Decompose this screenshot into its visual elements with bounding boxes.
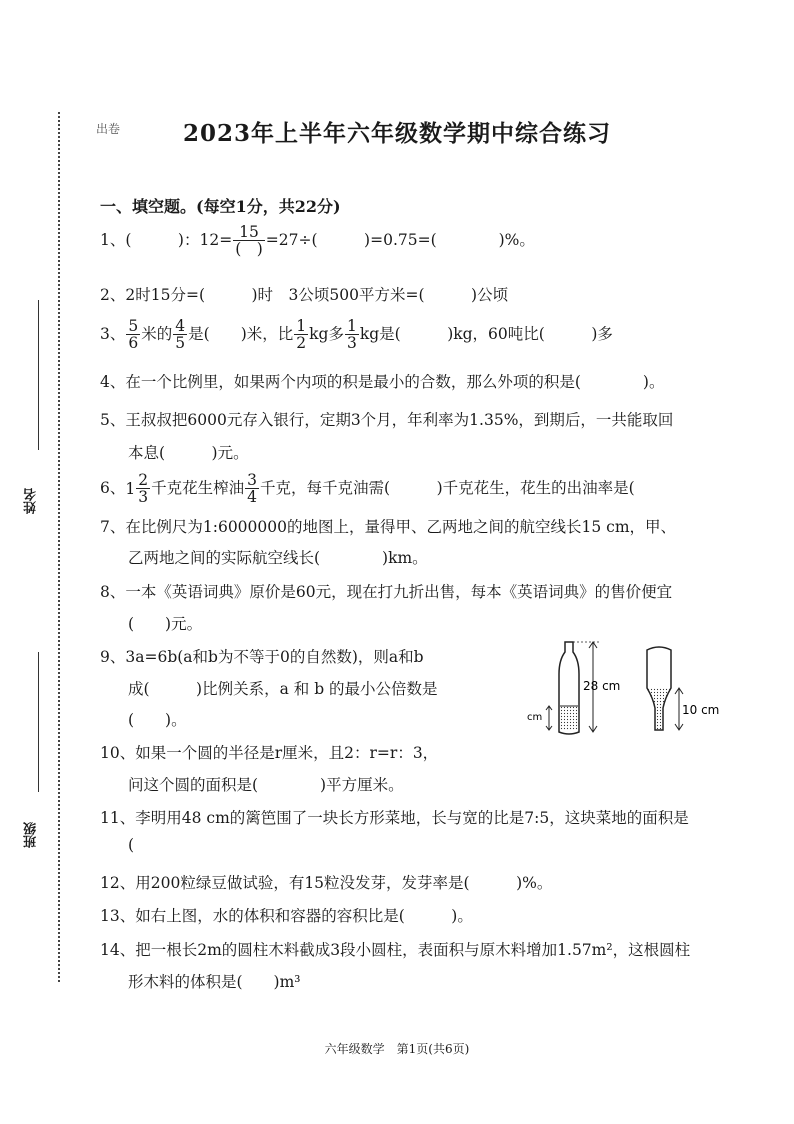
bottle-water bbox=[560, 706, 578, 730]
question-9: 9、3a=6b(a和b为不等于0的自然数)，则a和b bbox=[100, 648, 424, 666]
label-28cm: 28 cm bbox=[583, 679, 621, 693]
question-9-cont1: 成( )比例关系，a 和 b 的最小公倍数是 bbox=[128, 680, 438, 698]
question-11: 11、李明用48 cm的篱笆围了一块长方形菜地，长与宽的比是7:5，这块菜地的面积是 bbox=[100, 809, 689, 827]
question-12: 12、用200粒绿豆做试验，有15粒没发芽，发芽率是( )%。 bbox=[100, 874, 553, 892]
question-14-cont: 形木料的体积是( )m³ bbox=[128, 973, 301, 991]
corner-note: 出卷 bbox=[96, 122, 121, 136]
question-7: 7、在比例尺为1:6000000的地图上，量得甲、乙两地之间的航空线长15 cm，甲、 bbox=[100, 518, 677, 536]
name-underline bbox=[38, 300, 39, 450]
question-5-cont: 本息( )元。 bbox=[128, 444, 249, 462]
question-13: 13、如右上图，水的体积和容器的容积比是( )。 bbox=[100, 907, 473, 925]
question-1: 1、( )：12= $\frac{15}{( )}$ =27÷( )=0.75=( )%。 bbox=[100, 223, 535, 259]
fraction: $\frac{15}{( )}$ bbox=[235, 223, 263, 259]
page-title: 2023年上半年六年级数学期中综合练习 bbox=[182, 120, 611, 147]
question-14: 14、把一根长2m的圆柱木料截成3段小圆柱，表面积与原木料增加1.57m²，这根圆柱 bbox=[100, 941, 691, 959]
class-underline bbox=[38, 652, 39, 792]
question-11-cont: ( bbox=[128, 836, 135, 854]
question-8-cont: ( )元。 bbox=[128, 615, 203, 633]
question-9-cont2: ( )。 bbox=[128, 711, 187, 729]
question-5: 5、王叔叔把6000元存入银行，定期3个月，年利率为1.35%，到期后，一共能取回 bbox=[100, 411, 674, 429]
question-7-cont: 乙两地之间的实际航空线长( )km。 bbox=[128, 549, 428, 567]
page-footer: 六年级数学 第1页(共6页) bbox=[324, 1042, 470, 1056]
inverted-bottle-water bbox=[647, 688, 671, 730]
section-heading-fill-blank: 一、填空题。(每空1分，共22分) bbox=[100, 197, 341, 216]
question-2: 2、2时15分=( )时 3公顷500平方米=( )公顷 bbox=[100, 286, 509, 304]
question-3: 3、 $\frac{5}{6}$ 米的 $\frac{4}{5}$ 是( )米，比 $\frac{1}{2}$ kg多 $\frac{1}{3}$ kg是( )kg，60吨比( )多 bbox=[100, 317, 613, 353]
question-10: 10、如果一个圆的半径是r厘米，且2：r=r：3， bbox=[100, 744, 439, 762]
label-small-cm: cm bbox=[527, 712, 543, 723]
question-8: 8、一本《英语词典》原价是60元，现在打九折出售，每本《英语词典》的售价便宜 bbox=[100, 583, 673, 601]
question-4: 4、在一个比例里，如果两个内项的积是最小的合数，那么外项的积是( )。 bbox=[100, 373, 665, 391]
question-6: 6、1 $\frac{2}{3}$ 千克花生榨油 $\frac{3}{4}$ 千克，每千克油需( )千克花生，花生的出油率是( bbox=[100, 471, 635, 507]
class-label: 班级 bbox=[24, 822, 39, 848]
question-10-cont: 问这个圆的面积是( )平方厘米。 bbox=[128, 776, 404, 794]
name-label: 姓名 bbox=[24, 488, 39, 514]
container-figure bbox=[527, 640, 727, 740]
binding-dotted-line bbox=[58, 112, 60, 982]
label-10cm: 10 cm bbox=[682, 703, 720, 717]
